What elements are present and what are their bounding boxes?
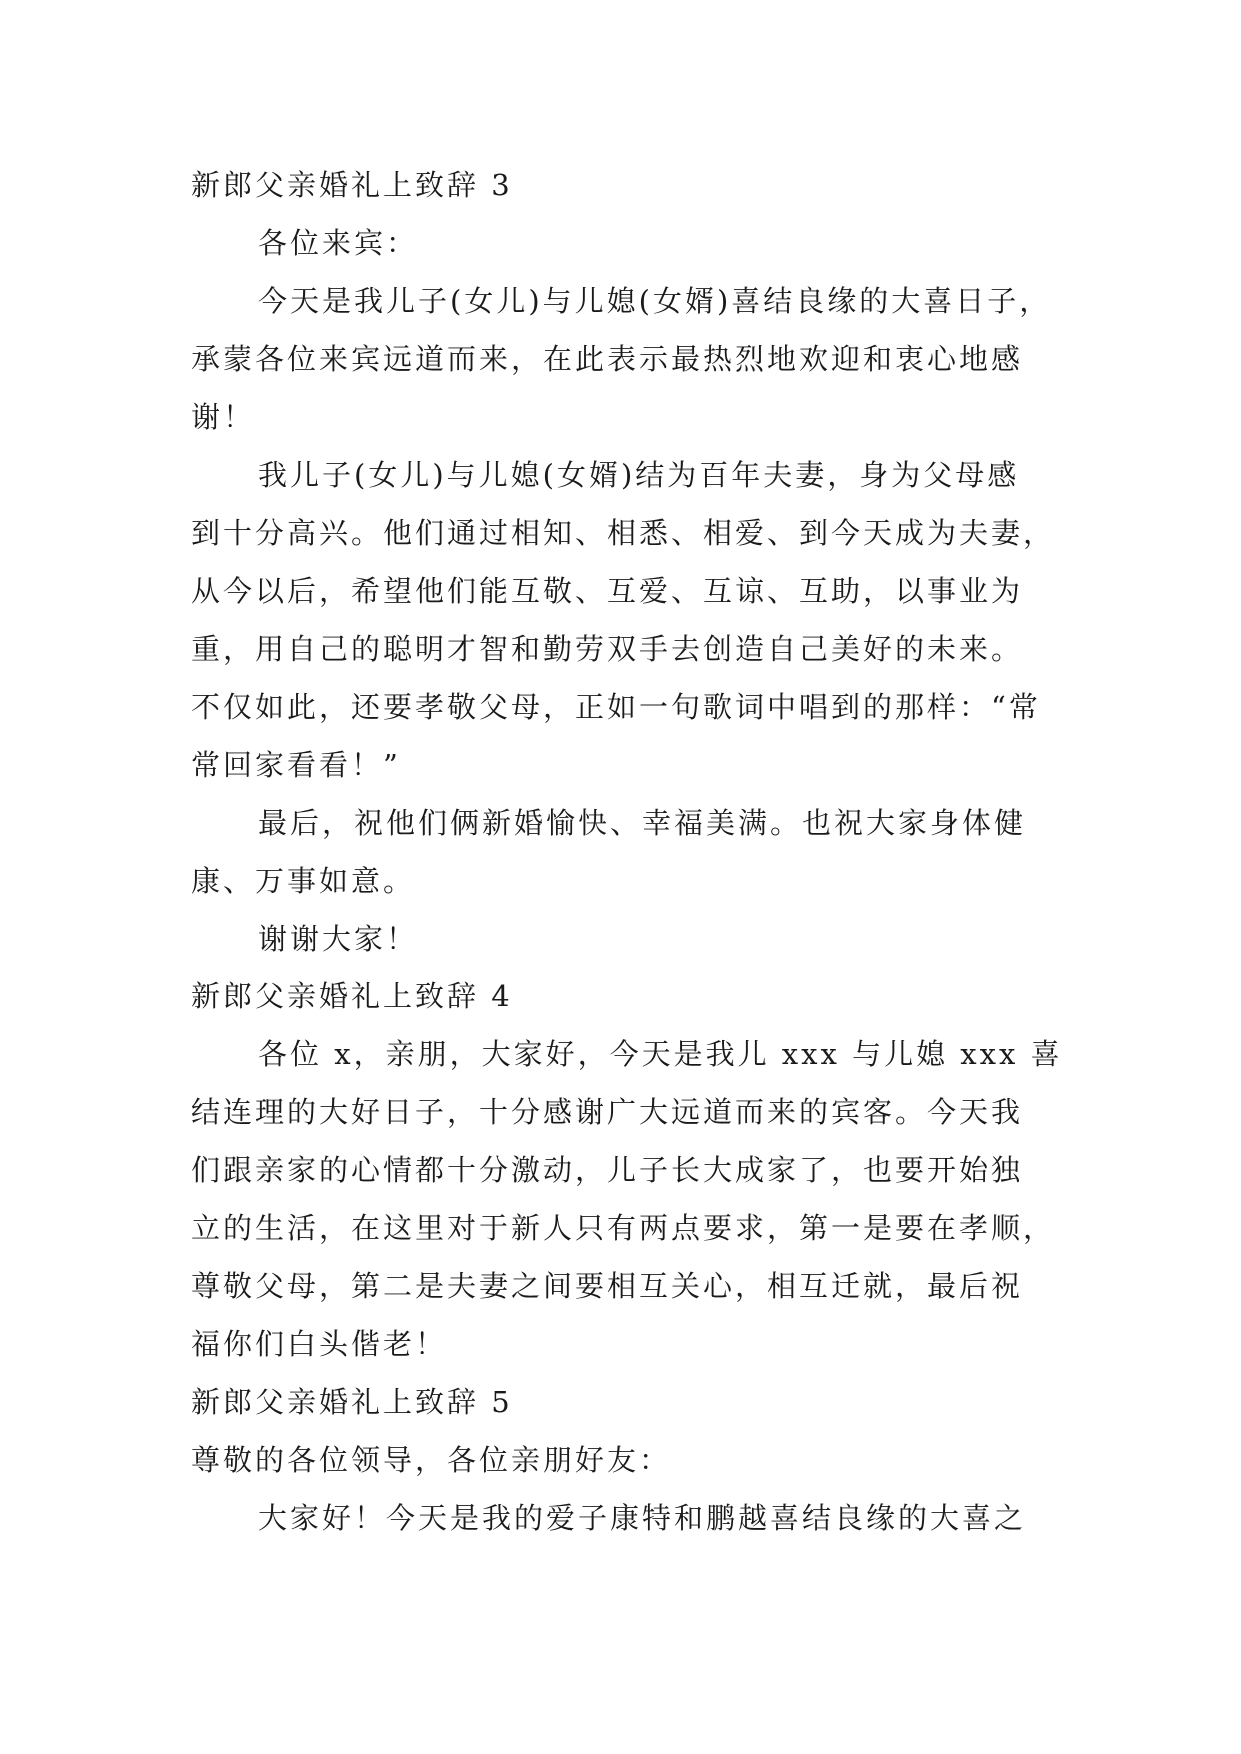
paragraph-line: 大家好！今天是我的爱子康特和鹏越喜结良缘的大喜之 <box>258 1501 1027 1535</box>
paragraph-line: 谢！ <box>191 400 256 434</box>
section-heading-3: 新郎父亲婚礼上致辞 3 <box>191 168 513 202</box>
salutation: 尊敬的各位领导，各位亲朋好友： <box>191 1443 672 1477</box>
paragraph-line: 今天是我儿子(女儿)与儿媳(女婿)喜结良缘的大喜日子， <box>258 284 1052 318</box>
paragraph-line: 常回家看看！” <box>191 748 401 782</box>
paragraph-line: 重，用自己的聪明才智和勤劳双手去创造自己美好的未来。 <box>191 632 1024 666</box>
closing-line: 谢谢大家！ <box>258 922 419 956</box>
paragraph-line: 各位 x，亲朋，大家好，今天是我儿 xxx 与儿媳 xxx 喜 <box>258 1037 1063 1071</box>
salutation: 各位来宾： <box>258 226 419 260</box>
paragraph-line: 我儿子(女儿)与儿媳(女婿)结为百年夫妻，身为父母感 <box>258 458 1020 492</box>
paragraph-line: 结连理的大好日子，十分感谢广大远道而来的宾客。今天我 <box>191 1095 1024 1129</box>
paragraph-line: 到十分高兴。他们通过相知、相悉、相爱、到今天成为夫妻， <box>191 516 1056 550</box>
paragraph-line: 承蒙各位来宾远道而来，在此表示最热烈地欢迎和衷心地感 <box>191 342 1024 376</box>
paragraph-line: 尊敬父母，第二是夫妻之间要相互关心，相互迁就，最后祝 <box>191 1269 1024 1303</box>
paragraph-line: 不仅如此，还要孝敬父母，正如一句歌词中唱到的那样：“常 <box>191 690 1041 724</box>
section-heading-5: 新郎父亲婚礼上致辞 5 <box>191 1385 513 1419</box>
paragraph-line: 从今以后，希望他们能互敬、互爱、互谅、互助，以事业为 <box>191 574 1024 608</box>
paragraph-line: 立的生活，在这里对于新人只有两点要求，第一是要在孝顺， <box>191 1211 1056 1245</box>
section-heading-4: 新郎父亲婚礼上致辞 4 <box>191 979 513 1013</box>
paragraph-line: 福你们白头偕老！ <box>191 1327 448 1361</box>
paragraph-line: 康、万事如意。 <box>191 864 416 898</box>
paragraph-line: 们跟亲家的心情都十分激动，儿子长大成家了，也要开始独 <box>191 1153 1024 1187</box>
paragraph-line: 最后，祝他们俩新婚愉快、幸福美满。也祝大家身体健 <box>258 806 1027 840</box>
